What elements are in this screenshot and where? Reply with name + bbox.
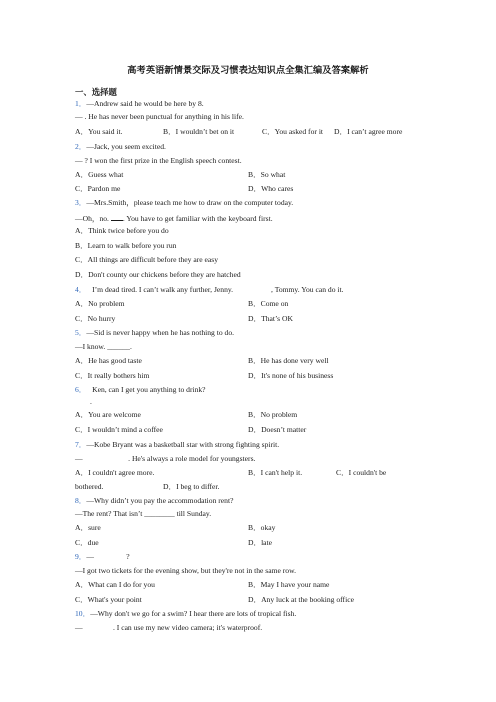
- question-3-stem: 3．—Mrs.Smith，please teach me how to draw on the computer today.: [75, 198, 294, 207]
- question-10-line-2: — . I can use my new video camera; it's waterproof.: [75, 623, 263, 632]
- section-heading: 一、选择题: [75, 88, 117, 97]
- q7-option-b[interactable]: B．I can't help it.: [248, 468, 303, 477]
- question-3-line-2: —Oh，no. . You have to get familiar with the keyboard first.: [75, 214, 273, 223]
- question-8-line-2: —The rent? That isn’t ________ till Sunday.: [75, 509, 212, 518]
- q8-option-b[interactable]: B．okay: [248, 523, 276, 532]
- question-6-line-2: .: [90, 397, 92, 406]
- q6-option-c[interactable]: C．I wouldn’t mind a coffee: [75, 425, 163, 434]
- q9-option-c[interactable]: C．What's your point: [75, 595, 142, 604]
- q6-option-d[interactable]: D．Doesn’t matter: [248, 425, 307, 434]
- question-5-line-2: —I know. ______.: [75, 342, 132, 351]
- q2-option-a[interactable]: A．Guess what: [75, 170, 124, 179]
- page-title: 高考英语新情景交际及习惯表达知识点全集汇编及答案解析: [127, 65, 369, 75]
- q7-option-c-continued: bothered.: [75, 482, 104, 491]
- q6-option-b[interactable]: B．No problem: [248, 410, 298, 419]
- q1-option-b[interactable]: B．I wouldn’t bet on it: [163, 127, 235, 136]
- q5-option-d[interactable]: D．It's none of his business: [248, 371, 334, 380]
- question-9-line-2: —I got two tickets for the evening show, but they're not in the same row.: [75, 566, 296, 575]
- q8-option-a[interactable]: A．sure: [75, 523, 101, 532]
- q5-option-c[interactable]: C．It really bothers him: [75, 371, 150, 380]
- q1-option-c[interactable]: C．You asked for it: [262, 127, 324, 136]
- q2-option-b[interactable]: B．So what: [248, 170, 286, 179]
- q4-option-c[interactable]: C．No hurry: [75, 314, 116, 323]
- question-5-stem: 5．—Sid is never happy when he has nothing to do.: [75, 328, 235, 337]
- q9-option-a[interactable]: A．What can I do for you: [75, 580, 155, 589]
- q8-option-d[interactable]: D．late: [248, 538, 273, 547]
- q7-option-c[interactable]: C．I couldn't be: [336, 468, 387, 477]
- q5-option-b[interactable]: B．He has done very well: [248, 356, 329, 365]
- q4-option-a[interactable]: A．No problem: [75, 299, 125, 308]
- q7-option-a[interactable]: A．I couldn't agree more.: [75, 468, 155, 477]
- question-2-line-2: — ? I won the first prize in the English speech contest.: [75, 156, 242, 165]
- q2-option-d[interactable]: D．Who cares: [248, 184, 294, 193]
- q2-option-c[interactable]: C．Pardon me: [75, 184, 121, 193]
- question-10-stem: 10．—Why don't we go for a swim? I hear there are lots of tropical fish.: [75, 609, 297, 618]
- q9-option-d[interactable]: D．Any luck at the booking office: [248, 595, 354, 604]
- question-7-line-2: — . He's always a role model for youngsters.: [75, 454, 256, 463]
- q4-option-d[interactable]: D．That’s OK: [248, 314, 293, 323]
- question-7-stem: 7．—Kobe Bryant was a basketball star with strong fighting spirit.: [75, 440, 280, 449]
- q3-option-c[interactable]: C．All things are difficult before they are easy: [75, 255, 219, 264]
- question-2-stem: 2．—Jack, you seem excited.: [75, 142, 166, 151]
- question-number: 1．: [75, 99, 87, 108]
- question-9-stem: 9．— ?: [75, 552, 130, 561]
- question-6-stem: 6． Ken, can I get you anything to drink?: [75, 385, 206, 394]
- q4-option-b[interactable]: B．Come on: [248, 299, 289, 308]
- q3-option-d[interactable]: D．Don't county our chickens before they are hatched: [75, 270, 241, 279]
- question-1-line-2: — . He has never been punctual for anything in his life.: [75, 112, 244, 121]
- q3-option-a[interactable]: A．Think twice before you do: [75, 226, 169, 235]
- q1-option-a[interactable]: A．You said it.: [75, 127, 123, 136]
- q5-option-a[interactable]: A．He has good taste: [75, 356, 142, 365]
- q8-option-c[interactable]: C．due: [75, 538, 99, 547]
- q9-option-b[interactable]: B．May I have your name: [248, 580, 330, 589]
- question-1-stem: 1．—Andrew said he would be here by 8.: [75, 99, 204, 108]
- q7-option-d[interactable]: D．I beg to differ.: [163, 482, 220, 491]
- question-8-stem: 8．—Why didn’t you pay the accommodation rent?: [75, 496, 234, 505]
- q1-option-d[interactable]: D．I can’t agree more: [334, 127, 403, 136]
- answer-blank: [111, 212, 123, 221]
- question-4-stem: 4． I’m dead tired. I can’t walk any further, Jenny. , Tommy. You can do it.: [75, 285, 344, 294]
- q6-option-a[interactable]: A．You are welcome: [75, 410, 141, 419]
- q3-option-b[interactable]: B．Learn to walk before you run: [75, 241, 177, 250]
